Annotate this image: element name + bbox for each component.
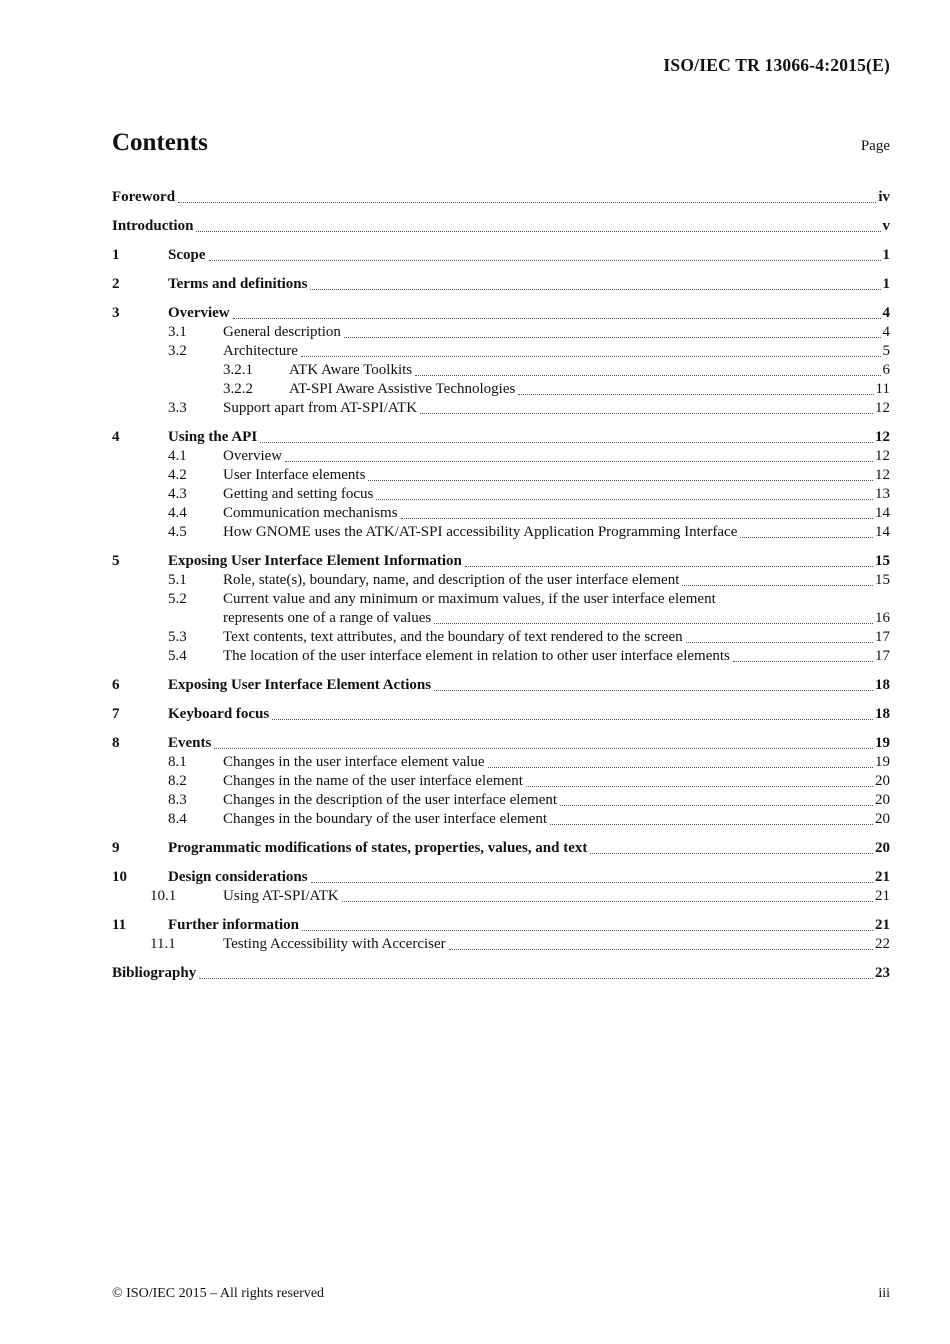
dot-leader xyxy=(488,767,873,768)
toc-entry-line xyxy=(223,791,890,810)
toc-entry-page: 6 xyxy=(882,362,890,378)
toc-entry-line xyxy=(112,964,890,983)
toc-entry[interactable] xyxy=(112,734,890,753)
toc-entry-title: Support apart from AT-SPI/ATK xyxy=(223,400,418,416)
toc-entry[interactable] xyxy=(112,839,890,858)
dot-leader xyxy=(342,901,873,902)
dot-leader xyxy=(465,566,873,567)
toc-entry-title: represents one of a range of values xyxy=(223,610,432,626)
toc-entry[interactable] xyxy=(112,428,890,447)
toc-entry-number: 8 xyxy=(112,735,120,751)
toc-entry[interactable] xyxy=(112,399,890,418)
toc-entry-line xyxy=(168,705,890,724)
toc-entry-body xyxy=(168,705,890,724)
toc-entry-body xyxy=(223,485,890,504)
toc-entry-page: 18 xyxy=(875,677,890,693)
dot-leader xyxy=(449,949,873,950)
toc-entry-body xyxy=(223,791,890,810)
toc-entry-body xyxy=(168,868,890,887)
toc-entry-title: Bibliography xyxy=(112,965,197,981)
dot-leader xyxy=(376,499,873,500)
contents-title: Contents xyxy=(112,129,208,156)
toc-entry-body xyxy=(168,246,890,265)
toc-entry-page: 14 xyxy=(875,524,890,540)
toc-entry-page: 1 xyxy=(882,276,890,292)
toc-entry-body xyxy=(168,304,890,323)
toc-entry-title: Role, state(s), boundary, name, and description of the user interface element xyxy=(223,572,680,588)
toc-entry-number: 5.3 xyxy=(168,629,187,645)
toc-entry[interactable] xyxy=(112,705,890,724)
dot-leader xyxy=(686,642,873,643)
toc-entry-line xyxy=(223,753,890,772)
toc-entry[interactable] xyxy=(112,552,890,571)
toc-entry[interactable] xyxy=(112,466,890,485)
toc-entry-page: 18 xyxy=(875,706,890,722)
dot-leader xyxy=(199,978,873,979)
toc-entry-page: 20 xyxy=(875,792,890,808)
toc-entry-title: Events xyxy=(168,735,212,751)
dot-leader xyxy=(740,537,873,538)
toc-entry-number: 8.3 xyxy=(168,792,187,808)
toc-entry-body xyxy=(223,647,890,666)
dot-leader xyxy=(196,231,880,232)
toc-entry-body xyxy=(223,772,890,791)
toc-entry-number: 11.1 xyxy=(150,936,176,952)
toc-entry[interactable] xyxy=(112,916,890,935)
toc-entry-line xyxy=(223,772,890,791)
toc-entry-title: The location of the user interface element in relation to other user interface elements xyxy=(223,648,730,664)
toc-entry-number: 4.4 xyxy=(168,505,187,521)
toc-entry-title: Further information xyxy=(168,917,299,933)
toc-entry-body xyxy=(168,275,890,294)
toc-entry-page: 12 xyxy=(875,448,890,464)
toc-entry-title: Testing Accessibility with Accerciser xyxy=(223,936,446,952)
toc-entry-page: 20 xyxy=(875,773,890,789)
toc-entry-line xyxy=(289,380,890,399)
toc-entry-page: 19 xyxy=(875,735,890,751)
toc-entry-line xyxy=(223,447,890,466)
dot-leader xyxy=(590,853,873,854)
toc-entry-number: 4 xyxy=(112,429,120,445)
toc-entry-title: Exposing User Interface Element Information xyxy=(168,553,462,569)
toc-entry-line xyxy=(223,342,890,361)
toc-entry-page: 13 xyxy=(875,486,890,502)
toc-entry-number: 7 xyxy=(112,706,120,722)
toc-entry-body xyxy=(168,839,890,858)
toc-entry-body xyxy=(289,380,890,399)
toc-entry[interactable] xyxy=(112,217,890,236)
toc-entry-body xyxy=(223,810,890,829)
toc-entry-line xyxy=(289,361,890,380)
folio-page-number: iii xyxy=(878,1286,890,1301)
toc-entry[interactable] xyxy=(112,323,890,342)
toc-entry-body xyxy=(223,571,890,590)
toc-entry-line xyxy=(168,275,890,294)
toc-entry-number: 4.3 xyxy=(168,486,187,502)
toc-entry-page: 17 xyxy=(875,648,890,664)
toc-entry-line xyxy=(223,935,890,954)
toc-entry-body xyxy=(223,504,890,523)
toc-entry-body xyxy=(223,628,890,647)
toc-entry-title: Getting and setting focus xyxy=(223,486,374,502)
toc-entry-title: Foreword xyxy=(112,189,176,205)
toc-entry-body xyxy=(112,188,890,207)
toc-entry-title: Communication mechanisms xyxy=(223,505,398,521)
toc-entry[interactable] xyxy=(112,676,890,695)
toc-entry-number: 2 xyxy=(112,276,120,292)
toc-entry-page: 12 xyxy=(875,467,890,483)
toc-entry-page: 21 xyxy=(875,917,890,933)
dot-leader xyxy=(344,337,881,338)
toc-entry-title: General description xyxy=(223,324,341,340)
dot-leader xyxy=(209,260,881,261)
toc-entry[interactable] xyxy=(112,964,890,983)
toc-entry-title: Programmatic modifications of states, properties, values, and text xyxy=(168,840,588,856)
toc-entry-body xyxy=(223,399,890,418)
toc-entry-line xyxy=(223,466,890,485)
toc-entry-page: 12 xyxy=(875,400,890,416)
dot-leader xyxy=(682,585,873,586)
toc-entry[interactable] xyxy=(112,791,890,810)
toc-entry-number: 5.1 xyxy=(168,572,187,588)
toc-entry-line xyxy=(223,609,890,628)
toc-entry-line xyxy=(168,552,890,571)
toc-entry[interactable] xyxy=(112,304,890,323)
dot-leader xyxy=(233,318,881,319)
toc-entry-page: iv xyxy=(878,189,890,205)
toc-entry-number: 8.2 xyxy=(168,773,187,789)
copyright-notice: © ISO/IEC 2015 – All rights reserved xyxy=(112,1286,325,1301)
toc-entry[interactable] xyxy=(112,628,890,647)
toc-entry-line xyxy=(168,839,890,858)
toc-entry-number: 8.4 xyxy=(168,811,187,827)
toc-entry-number: 8.1 xyxy=(168,754,187,770)
toc-entry-line xyxy=(168,916,890,935)
toc-entry-title: AT-SPI Aware Assistive Technologies xyxy=(289,381,516,397)
toc-entry-number: 5 xyxy=(112,553,120,569)
toc-entry-number: 3.2 xyxy=(168,343,187,359)
toc-entry[interactable] xyxy=(112,810,890,829)
dot-leader xyxy=(285,461,873,462)
toc-entry-page: 20 xyxy=(875,840,890,856)
toc-entry[interactable] xyxy=(112,571,890,590)
toc-entry-page: 1 xyxy=(882,247,890,263)
toc-entry-line xyxy=(223,628,890,647)
toc-entry-title: Changes in the name of the user interface element xyxy=(223,773,523,789)
toc-entry-line xyxy=(223,571,890,590)
toc-entry-number: 3.2.2 xyxy=(223,381,253,397)
toc-entry-line xyxy=(168,868,890,887)
toc-entry-title: User Interface elements xyxy=(223,467,366,483)
toc-entry-page: 20 xyxy=(875,811,890,827)
toc-entry-number: 4.5 xyxy=(168,524,187,540)
toc-entry-page: 16 xyxy=(875,610,890,626)
toc-entry-line xyxy=(223,399,890,418)
toc-entry[interactable] xyxy=(112,485,890,504)
toc-entry-title: How GNOME uses the ATK/AT-SPI accessibility Application Programming Interface xyxy=(223,524,738,540)
page-footer xyxy=(112,1286,890,1302)
dot-leader xyxy=(420,413,873,414)
document-reference: ISO/IEC TR 13066-4:2015(E) xyxy=(663,55,890,75)
toc-entry-page: 19 xyxy=(875,754,890,770)
toc-entry[interactable] xyxy=(112,753,890,772)
toc-entry[interactable] xyxy=(112,647,890,666)
toc-entry-body xyxy=(168,734,890,753)
toc-entry-title: Scope xyxy=(168,247,206,263)
dot-leader xyxy=(311,882,873,883)
page-column-label: Page xyxy=(860,138,890,154)
toc-entry-number: 5.2 xyxy=(168,591,187,607)
toc-entry-page: 15 xyxy=(875,572,890,588)
toc-entry-body xyxy=(223,447,890,466)
toc-entry-body xyxy=(223,887,890,906)
toc-entry-title: ATK Aware Toolkits xyxy=(289,362,413,378)
toc-entry-title: Current value and any minimum or maximum values, if the user interface element xyxy=(223,591,716,607)
toc-entry-page: 23 xyxy=(875,965,890,981)
dot-leader xyxy=(415,375,880,376)
toc-entry-page: 11 xyxy=(875,381,890,397)
toc-entry-number: 5.4 xyxy=(168,648,187,664)
toc-list xyxy=(112,188,890,983)
toc-entry[interactable] xyxy=(112,447,890,466)
toc-entry[interactable] xyxy=(112,361,890,380)
dot-leader xyxy=(272,719,873,720)
toc-entry[interactable] xyxy=(112,342,890,361)
toc-entry-page: 4 xyxy=(882,305,890,321)
toc-entry-number: 3.2.1 xyxy=(223,362,253,378)
toc-entry-title: Design considerations xyxy=(168,869,308,885)
toc-entry-line xyxy=(223,647,890,666)
toc-entry-title: Introduction xyxy=(112,218,194,234)
toc-entry-title: Overview xyxy=(168,305,230,321)
dot-leader xyxy=(550,824,873,825)
toc-entry-page: 5 xyxy=(882,343,890,359)
toc-entry-body xyxy=(223,323,890,342)
dot-leader xyxy=(518,394,873,395)
toc-entry-page: v xyxy=(882,218,890,234)
dot-leader xyxy=(368,480,873,481)
contents-header xyxy=(112,128,890,158)
toc-entry-line xyxy=(112,188,890,207)
toc-entry-body xyxy=(223,590,890,628)
toc-entry-body xyxy=(168,916,890,935)
toc-entry-title: Changes in the description of the user interface element xyxy=(223,792,558,808)
toc-entry-body xyxy=(112,964,890,983)
toc-entry-title: Text contents, text attributes, and the boundary of text rendered to the screen xyxy=(223,629,683,645)
toc-entry-line xyxy=(112,217,890,236)
toc-entry[interactable] xyxy=(112,887,890,906)
dot-leader xyxy=(214,748,873,749)
toc-entry-title: Overview xyxy=(223,448,283,464)
toc-entry-line xyxy=(168,246,890,265)
toc-entry-line xyxy=(168,676,890,695)
toc-entry-title: Architecture xyxy=(223,343,298,359)
dot-leader xyxy=(178,202,876,203)
toc-entry-number: 6 xyxy=(112,677,120,693)
toc-entry-body xyxy=(223,935,890,954)
toc-entry-line xyxy=(223,590,890,609)
toc-entry-number: 1 xyxy=(112,247,120,263)
toc-entry-page: 12 xyxy=(875,429,890,445)
toc-entry-body xyxy=(223,523,890,542)
toc-entry-body xyxy=(289,361,890,380)
toc-entry-number: 11 xyxy=(112,917,127,933)
toc-entry-page: 21 xyxy=(875,888,890,904)
toc-entry-number: 3.1 xyxy=(168,324,187,340)
toc-entry-number: 3.3 xyxy=(168,400,187,416)
toc-entry[interactable] xyxy=(112,590,890,628)
toc-entry[interactable] xyxy=(112,275,890,294)
toc-entry-number: 10.1 xyxy=(150,888,177,904)
dot-leader xyxy=(401,518,873,519)
toc-entry-line xyxy=(168,734,890,753)
toc-entry-page: 21 xyxy=(875,869,890,885)
toc-entry-line xyxy=(223,523,890,542)
toc-entry-title: Changes in the boundary of the user interface element xyxy=(223,811,548,827)
toc-entry-line xyxy=(223,887,890,906)
toc-entry-body xyxy=(223,753,890,772)
toc-entry-title: Using the API xyxy=(168,429,258,445)
dot-leader xyxy=(434,690,873,691)
toc-entry-title: Exposing User Interface Element Actions xyxy=(168,677,432,693)
toc-entry-line xyxy=(168,428,890,447)
toc-entry-page: 17 xyxy=(875,629,890,645)
toc-entry[interactable] xyxy=(112,523,890,542)
toc-entry-title: Keyboard focus xyxy=(168,706,270,722)
toc-entry[interactable] xyxy=(112,868,890,887)
toc-entry-page: 4 xyxy=(882,324,890,340)
toc-entry-page: 14 xyxy=(875,505,890,521)
toc-entry-title: Changes in the user interface element value xyxy=(223,754,485,770)
toc-entry-number: 3 xyxy=(112,305,120,321)
toc-entry-body xyxy=(223,342,890,361)
toc-entry-page: 22 xyxy=(875,936,890,952)
toc-entry[interactable] xyxy=(112,188,890,207)
dot-leader xyxy=(301,356,881,357)
toc-entry-number: 9 xyxy=(112,840,120,856)
toc-entry-body xyxy=(168,428,890,447)
dot-leader xyxy=(560,805,873,806)
toc-entry-line xyxy=(223,810,890,829)
dot-leader xyxy=(302,930,873,931)
toc-entry-line xyxy=(168,304,890,323)
toc-entry[interactable] xyxy=(112,246,890,265)
dot-leader xyxy=(260,442,873,443)
toc-entry-title: Using AT-SPI/ATK xyxy=(223,888,339,904)
dot-leader xyxy=(434,623,873,624)
toc-entry-number: 10 xyxy=(112,869,127,885)
toc-entry-number: 4.2 xyxy=(168,467,187,483)
toc-entry-page: 15 xyxy=(875,553,890,569)
dot-leader xyxy=(310,289,880,290)
toc-entry-body xyxy=(112,217,890,236)
toc-entry[interactable] xyxy=(112,380,890,399)
toc-entry-line xyxy=(223,323,890,342)
toc-entry[interactable] xyxy=(112,504,890,523)
toc-entry-body xyxy=(168,676,890,695)
toc-entry-title: Terms and definitions xyxy=(168,276,308,292)
dot-leader xyxy=(733,661,873,662)
toc-entry-body xyxy=(223,466,890,485)
toc-entry[interactable] xyxy=(112,935,890,954)
dot-leader xyxy=(526,786,873,787)
toc-entry[interactable] xyxy=(112,772,890,791)
toc-entry-line xyxy=(223,504,890,523)
toc-entry-number: 4.1 xyxy=(168,448,187,464)
toc-entry-line xyxy=(223,485,890,504)
toc-entry-body xyxy=(168,552,890,571)
